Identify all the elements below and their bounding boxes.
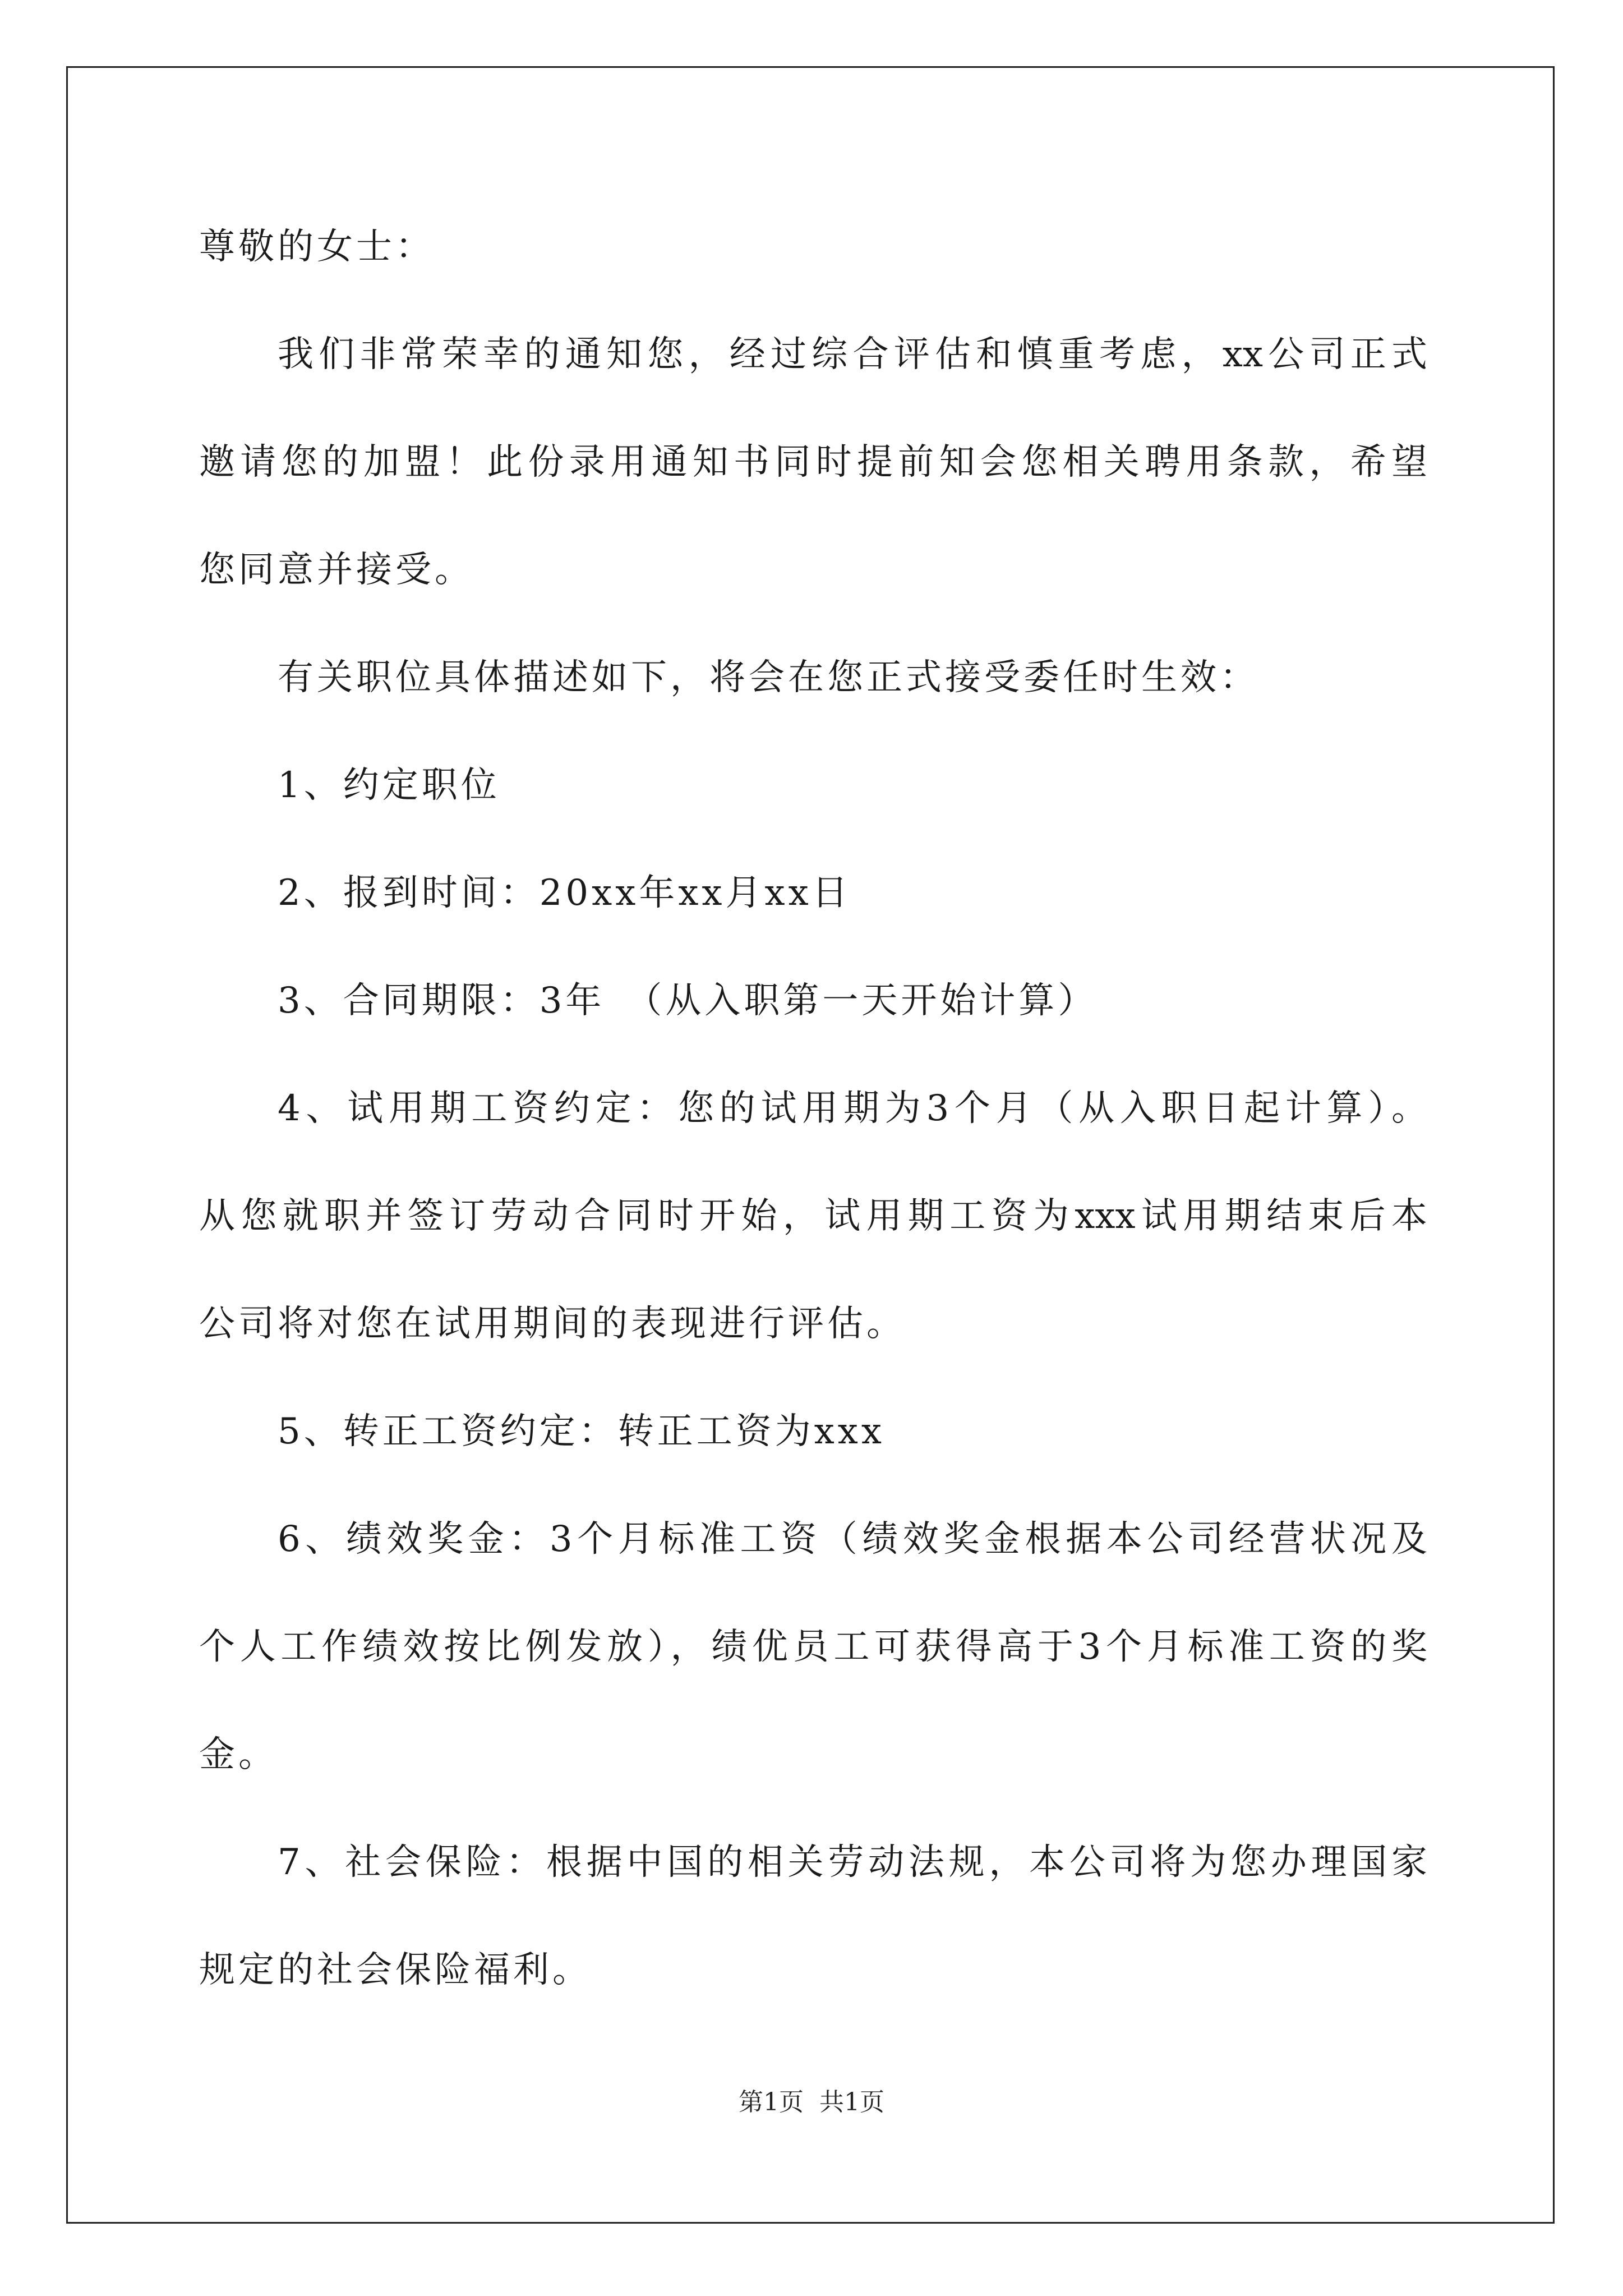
- paragraph-line: 金。: [199, 1734, 278, 1775]
- list-item: 6、绩效奖金：3个月标准工资（绩效奖金根据本公司经营状况及: [278, 1519, 1427, 1560]
- list-item: 7、社会保险：根据中国的相关劳动法规，本公司将为您办理国家: [278, 1842, 1427, 1883]
- paragraph-line: 从您就职并签订劳动合同时开始，试用期工资为xxx试用期结束后本: [199, 1195, 1427, 1237]
- paragraph-line: 规定的社会保险福利。: [199, 1949, 592, 1991]
- paragraph-line: 个人工作绩效按比例发放），绩优员工可获得高于3个月标准工资的奖: [199, 1626, 1427, 1668]
- page-footer: [0, 2087, 1623, 2118]
- paragraph-line: 我们非常荣幸的通知您，经过综合评估和慎重考虑，xx公司正式: [278, 334, 1427, 375]
- paragraph-line: 邀请您的加盟！此份录用通知书同时提前知会您相关聘用条款，希望: [199, 441, 1427, 483]
- list-item: 3、合同期限：3年 （从入职第一天开始计算）: [278, 980, 1098, 1022]
- paragraph-line: 有关职位具体描述如下，将会在您正式接受委任时生效：: [278, 657, 1259, 698]
- list-item: 1、约定职位: [278, 765, 500, 806]
- page-border: [66, 66, 1555, 2224]
- salutation: 尊敬的女士：: [199, 226, 435, 268]
- list-item: 5、转正工资约定：转正工资为xxx: [278, 1411, 885, 1452]
- page-number: 第1页: [739, 2088, 804, 2116]
- page-total: 共1页: [819, 2088, 884, 2116]
- paragraph-line: 公司将对您在试用期间的表现进行评估。: [199, 1303, 906, 1345]
- list-item: 2、报到时间：20xx年xx月xx日: [278, 872, 851, 914]
- list-item: 4、试用期工资约定：您的试用期为3个月（从入职日起计算）。: [278, 1088, 1427, 1129]
- paragraph-line: 您同意并接受。: [199, 549, 474, 591]
